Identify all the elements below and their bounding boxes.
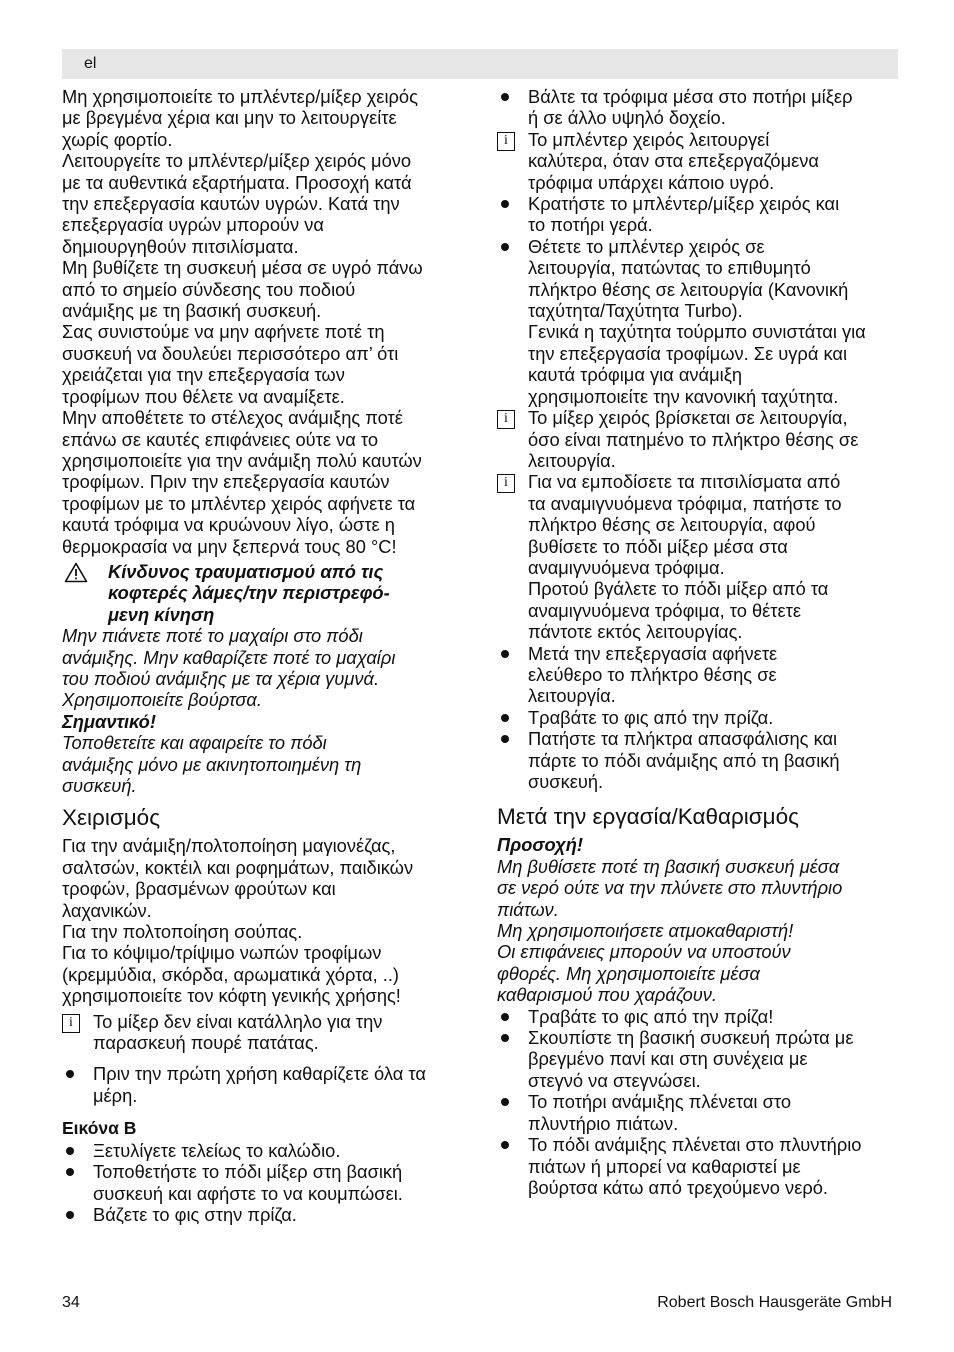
bullet-icon <box>497 1006 528 1027</box>
text-line: ανάμιξης με τη βασική συσκευή. <box>62 300 322 322</box>
text-line: Μη χρησιμοποιήσετε ατμοκαθαριστή! <box>497 920 794 942</box>
text-line: επεξεργασία υγρών μπορούν να <box>62 214 324 236</box>
list-item <box>497 707 897 728</box>
bullet-icon <box>497 707 528 728</box>
text-line: Χρησιμοποιείτε βούρτσα. <box>62 689 262 711</box>
text-line: χρησιμοποιείτε για την ανάμιξη πολύ καυτών <box>62 449 422 471</box>
text-line: τροφίμων. Πριν την επεξεργασία καυτών <box>62 471 390 493</box>
bullet-icon <box>62 1161 93 1204</box>
text-line: Λειτουργείτε το μπλέντερ/μίξερ χειρός μόνο <box>62 150 412 172</box>
text-line: καθαρισμού που χαράζουν. <box>497 984 718 1006</box>
figure-label: Εικόνα B <box>62 1118 137 1139</box>
list-item <box>497 643 897 707</box>
text-line: χρησιμοποιείτε την κανονική ταχύτητα. <box>528 385 839 407</box>
bullet-icon <box>497 1134 528 1198</box>
bullet-icon <box>497 193 528 236</box>
list-item <box>497 1027 897 1091</box>
text-line: Μην αποθέτετε το στέλεχος ανάμιξης ποτέ <box>62 407 403 429</box>
text-line: βυθίσετε το πόδι μίξερ μέσα στα <box>528 535 788 557</box>
text-line: δημιουργηθούν πιτσιλίσματα. <box>62 235 299 257</box>
text-line: λειτουργία. <box>528 685 616 707</box>
warning-text <box>62 625 462 711</box>
text-line: φθορές. Μη χρησιμοποιείτε μέσα <box>497 962 760 984</box>
text-line: συσκευή και αφήστε το να κουμπώσει. <box>93 1182 403 1204</box>
list-item <box>62 1140 462 1161</box>
text-line: σαλτσών, κοκτέιλ και ροφημάτων, παιδικών <box>62 856 414 878</box>
text-line: πιάτων ή μπορεί να καθαριστεί με <box>528 1155 801 1177</box>
list-item <box>497 86 897 129</box>
text-line: συσκευή. <box>528 771 604 792</box>
info-note <box>497 407 897 471</box>
text-line: Το πόδι ανάμιξης πλένεται στο πλυντήριο <box>528 1134 862 1156</box>
text-line: μέρη. <box>93 1084 138 1106</box>
language-code: el <box>84 55 97 72</box>
text-line: αναμιγνυόμενα τρόφιμα. <box>528 556 725 578</box>
text-line: ανάμιξης μόνο με ακινητοποιημένη τη <box>62 753 362 775</box>
bullet-icon <box>62 1063 93 1106</box>
text-line: του ποδιού ανάμιξης με τα χέρια γυμνά. <box>62 667 380 689</box>
text-line: την επεξεργασία τροφίμων. Σε υγρά και <box>528 342 848 364</box>
text-line: λειτουργία. <box>528 449 616 471</box>
text-line: καυτά τρόφιμα να κρυώνουν λίγο, ώστε η <box>62 514 395 536</box>
text-line: Κρατήστε το μπλέντερ/μίξερ χειρός και <box>528 193 840 215</box>
text-line: τρόφιμα υπάρχει κάποιο υγρό. <box>528 171 775 193</box>
bullet-icon <box>497 1027 528 1091</box>
text-line: καλύτερα, όταν στα επεξεργαζόμενα <box>528 150 819 172</box>
text-line: χρειάζεται για την επεξεργασία των <box>62 364 345 386</box>
info-note <box>497 471 897 642</box>
text-line: Το μίξερ χειρός βρίσκεται σε λειτουργία, <box>528 407 848 429</box>
info-icon: i <box>497 407 528 471</box>
text-line: πάρτε το πόδι ανάμιξης από τη βασική <box>528 749 840 771</box>
text-line: πάντοτε εκτός λειτουργίας. <box>528 621 743 643</box>
text-line: Βάλτε τα τρόφιμα μέσα στο ποτήρι μίξερ <box>528 86 853 107</box>
text-line: Ξετυλίγετε τελείως το καλώδιο. <box>93 1139 341 1161</box>
text-line: Για την ανάμιξη/πολτοποίηση μαγιονέζας, <box>62 835 396 857</box>
text-line: Μη βυθίσετε ποτέ τη βασική συσκευή μέσα <box>497 855 840 877</box>
section-heading-cleaning: Μετά την εργασία/Καθαρισμός <box>497 804 800 830</box>
text-line: θερμοκρασία να μην ξεπερνά τους 80 °C! <box>62 535 397 557</box>
text-line: Για το κόψιμο/τρίψιμο νωπών τροφίμων <box>62 942 382 964</box>
text-line: τροφίμων που θέλετε να αναμίξετε. <box>62 385 345 407</box>
list-item <box>497 1091 897 1134</box>
text-line: Βάζετε το φις στην πρίζα. <box>93 1203 297 1225</box>
bullet-icon <box>62 1204 93 1225</box>
text-line: Κίνδυνος τραυματισμού από τις <box>108 560 384 582</box>
text-line: Τοποθετείτε και αφαιρείτε το πόδι <box>62 732 327 754</box>
text-line: χωρίς φορτίο. <box>62 128 173 150</box>
intro-text <box>62 86 462 557</box>
text-line: επάνω σε καυτές επιφάνειες ούτε να το <box>62 428 378 450</box>
usage-text <box>62 835 462 1006</box>
text-line: χρησιμοποιείτε τον κόφτη γενικής χρήσης! <box>62 985 401 1007</box>
text-line: με τα αυθεντικά εξαρτήματα. Προσοχή κατά <box>62 171 412 193</box>
text-line: Σας συνιστούμε να μην αφήνετε ποτέ τη <box>62 321 385 343</box>
text-line: Το ποτήρι ανάμιξης πλένεται στο <box>528 1091 791 1113</box>
text-line: Τοποθετήστε το πόδι μίξερ στη βασική <box>93 1161 403 1183</box>
text-line: συσκευή. <box>62 775 137 796</box>
text-line: συσκευή να δουλεύει περισσότερο απ’ ότι <box>62 342 399 364</box>
text-line: Οι επιφάνειες μπορούν να υποστούν <box>497 941 791 963</box>
text-line: Τραβάτε το φις από την πρίζα! <box>528 1005 774 1027</box>
text-line: πλήκτρο θέσης σε λειτουργία (Κανονική <box>528 278 849 300</box>
text-line: τροφών, βρασμένων φρούτων και <box>62 878 336 900</box>
info-icon: i <box>497 471 528 642</box>
caution-label: Προσοχή! <box>497 834 583 856</box>
section-heading-operation: Χειρισμός <box>62 805 161 831</box>
text-line: καυτά τρόφιμα για ανάμιξη <box>528 364 743 386</box>
text-line: την επεξεργασία καυτών υγρών. Κατά την <box>62 193 400 215</box>
list-item <box>497 728 897 792</box>
company-name: Robert Bosch Hausgeräte GmbH <box>657 1294 892 1311</box>
caution-text <box>497 856 897 1006</box>
info-icon: i <box>62 1011 93 1054</box>
list-item <box>62 1161 462 1204</box>
text-line: βούρτσα κάτω από τρεχούμενο νερό. <box>528 1176 828 1198</box>
text-line: (κρεμμύδια, σκόρδα, αρωματικά χόρτα, ..) <box>62 963 400 985</box>
text-line: με βρεγμένα χέρια και μην το λειτουργείτε <box>62 107 397 129</box>
text-line: Μη βυθίζετε τη συσκευή μέσα σε υγρό πάνω <box>62 257 423 279</box>
info-icon: i <box>497 129 528 193</box>
text-line: Γενικά η ταχύτητα τούρμπο συνιστάται για <box>528 321 866 343</box>
text-line: Μη χρησιμοποιείτε το μπλέντερ/μίξερ χειρός <box>62 86 418 107</box>
text-line: Σκουπίστε τη βασική συσκευή πρώτα με <box>528 1027 854 1049</box>
header-bar <box>62 49 898 79</box>
list-item <box>497 1006 897 1027</box>
text-line: λαχανικών. <box>62 899 152 921</box>
info-note <box>497 129 897 193</box>
right-column <box>497 86 897 1198</box>
list-item <box>62 1204 462 1225</box>
text-line: ταχύτητα/Ταχύτητα Turbo). <box>528 300 743 322</box>
text-line: τα αναμιγνυόμενα τρόφιμα, πατήστε το <box>528 492 842 514</box>
warning-block <box>62 561 462 625</box>
text-line: ελεύθερο το πλήκτρο θέσης σε <box>528 663 777 685</box>
text-line: πιάτων. <box>497 898 559 920</box>
text-line: πλυντήριο πιάτων. <box>528 1112 679 1134</box>
bullet-icon <box>497 236 528 407</box>
list-item <box>497 236 897 407</box>
text-line: πλήκτρο θέσης σε λειτουργία, αφού <box>528 514 816 536</box>
important-label: Σημαντικό! <box>62 710 156 732</box>
text-line: τροφίμων με το μπλέντερ χειρός αφήνετε τα <box>62 492 416 514</box>
text-line: Προτού βγάλετε το πόδι μίξερ από τα <box>528 578 829 600</box>
page-number: 34 <box>62 1294 80 1311</box>
warning-title <box>108 561 390 625</box>
info-note <box>62 1011 462 1054</box>
text-line: στεγνό να στεγνώσει. <box>528 1069 701 1091</box>
text-line: παρασκευή πουρέ πατάτας. <box>93 1032 319 1054</box>
text-line: ανάμιξης. Μην καθαρίζετε ποτέ το μαχαίρι <box>62 646 396 668</box>
text-line: Το μπλέντερ χειρός λειτουργεί <box>528 128 770 150</box>
bullet-icon <box>62 1140 93 1161</box>
list-item <box>497 193 897 236</box>
text-line: όσο είναι πατημένο το πλήκτρο θέσης σε <box>528 428 859 450</box>
text-line: βρεγμένο πανί και στη συνέχεια με <box>528 1048 808 1070</box>
text-line: ή σε άλλο υψηλό δοχείο. <box>528 107 726 129</box>
text-line: από το σημείο σύνδεσης του ποδιού <box>62 278 356 300</box>
text-line: κοφτερές λάμες/την περιστρεφό- <box>108 582 390 604</box>
text-line: Μην πιάνετε ποτέ το μαχαίρι στο πόδι <box>62 625 363 647</box>
bullet-icon <box>497 728 528 792</box>
text-line: το ποτήρι γερά. <box>528 214 653 236</box>
text-line: Για να εμποδίσετε τα πιτσιλίσματα από <box>528 471 841 493</box>
bullet-icon <box>497 643 528 707</box>
bullet-icon <box>497 86 528 129</box>
text-line: Για την πολτοποίηση σούπας. <box>62 921 303 943</box>
left-column <box>62 86 462 1225</box>
important-text <box>62 732 462 796</box>
text-line: μενη κίνηση <box>108 603 215 625</box>
text-line: σε νερό ούτε να την πλύνετε στο πλυντήριο <box>497 877 843 899</box>
text-line: Το μίξερ δεν είναι κατάλληλο για την <box>93 1010 383 1032</box>
list-item <box>497 1134 897 1198</box>
warning-triangle-icon <box>62 561 108 625</box>
text-line: Τραβάτε το φις από την πρίζα. <box>528 706 774 728</box>
text-line: Πατήστε τα πλήκτρα απασφάλισης και <box>528 728 838 750</box>
list-item <box>62 1063 462 1106</box>
text-line: Θέτετε το μπλέντερ χειρός σε <box>528 235 765 257</box>
text-line: αναμιγνυόμενα τρόφιμα, το θέτετε <box>528 599 802 621</box>
text-line: λειτουργία, πατώντας το επιθυμητό <box>528 257 811 279</box>
text-line: Πριν την πρώτη χρήση καθαρίζετε όλα τα <box>93 1063 426 1085</box>
text-line: Μετά την επεξεργασία αφήνετε <box>528 642 778 664</box>
bullet-icon <box>497 1091 528 1134</box>
